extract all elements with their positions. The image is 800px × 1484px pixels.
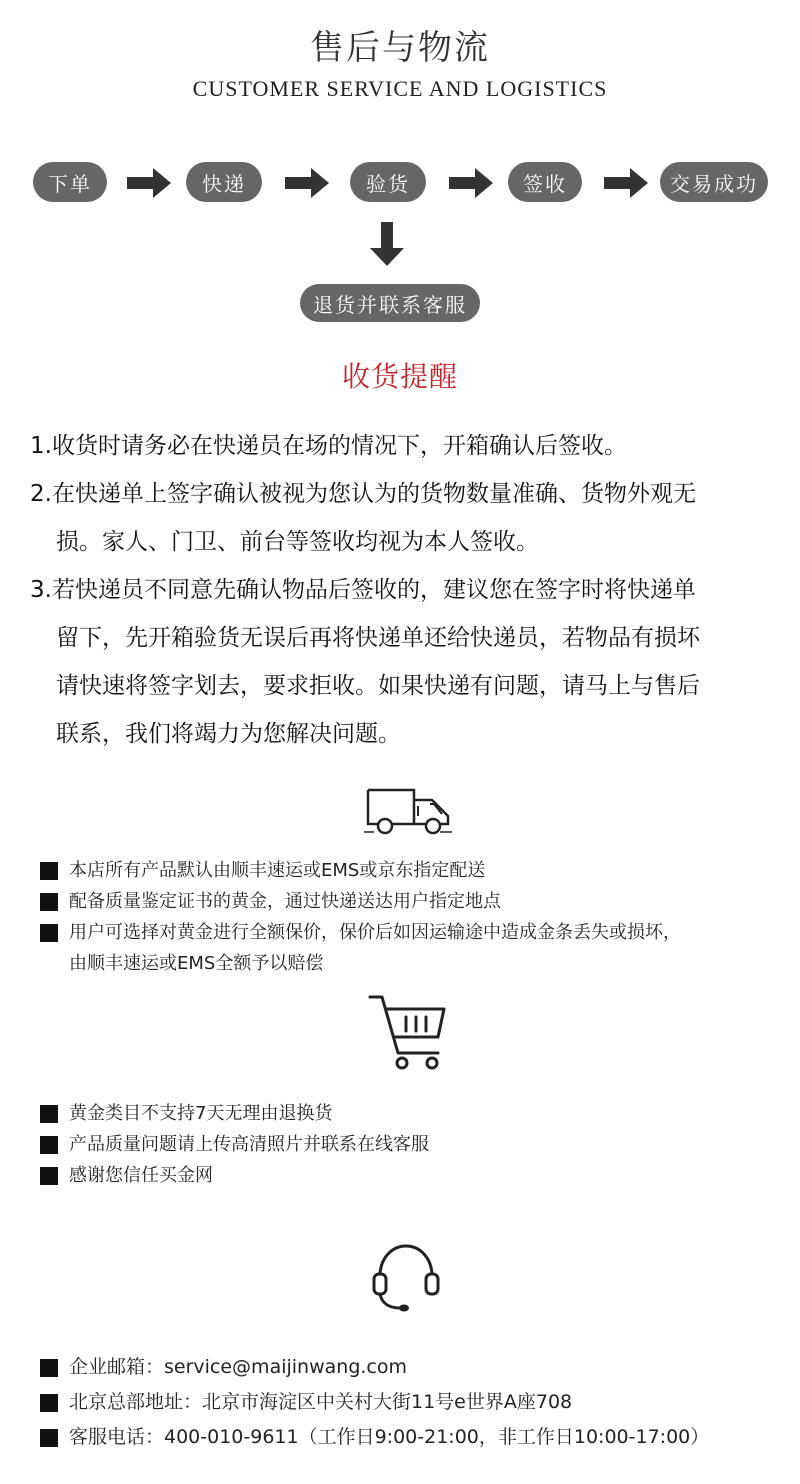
flow-step-return: 退货并联系客服 xyxy=(300,284,480,322)
list-item: 本店所有产品默认由顺丰速运或EMS或京东指定配送 xyxy=(40,855,780,886)
reminder-rule-2: 2.在快递单上签字确认被视为您认为的货物数量准确、货物外观无 损。家人、门卫、前台等签收均视为本人签收。 xyxy=(30,481,696,555)
bullet-square-icon xyxy=(40,1394,58,1412)
reminder-rule-3: 3.若快递员不同意先确认物品后签收的，建议您在签字时将快递单 留下，先开箱验货无误后再将快递单还给快递员，若物品有损坏 请快速将签字划去，要求拒收。如果快递有问题，请马上与售后 联系，我们将竭力为您解决问题。 xyxy=(30,577,700,747)
contact-address: 北京总部地址：北京市海淀区中关村大街11号e世界A座708 xyxy=(40,1385,780,1420)
bullet-square-icon xyxy=(40,862,58,880)
bullet-square-icon xyxy=(40,1105,58,1123)
arrow-down-icon xyxy=(370,222,404,266)
bullet-square-icon xyxy=(40,1359,58,1377)
bullet-square-icon xyxy=(40,1429,58,1447)
page-title: 售后与物流 xyxy=(310,28,490,68)
list-item: 黄金类目不支持7天无理由退换货 xyxy=(40,1098,780,1129)
returns-list xyxy=(40,1098,780,1191)
list-item: 用户可选择对黄金进行全额保价，保价后如因运输途中造成金条丢失或损坏， 由顺丰速运或EMS全额予以赔偿 xyxy=(40,917,780,979)
arrow-right-icon xyxy=(285,168,329,198)
bullet-square-icon xyxy=(40,1167,58,1185)
arrow-right-icon xyxy=(604,168,648,198)
list-item: 产品质量问题请上传高清照片并联系在线客服 xyxy=(40,1129,780,1160)
bullet-square-icon xyxy=(40,924,58,942)
bullet-square-icon xyxy=(40,1136,58,1154)
page-subtitle: CUSTOMER SERVICE AND LOGISTICS xyxy=(192,76,608,101)
flow-step-inspect: 验货 xyxy=(350,162,426,202)
truck-icon xyxy=(364,786,452,836)
flow-step-order: 下单 xyxy=(33,162,107,202)
reminder-title: 收货提醒 xyxy=(341,360,458,393)
reminder-rule-1: 1.收货时请务必在快递员在场的情况下，开箱确认后签收。 xyxy=(30,433,627,459)
arrow-right-icon xyxy=(127,168,171,198)
contact-phone: 客服电话：400-010-9611（工作日9:00-21:00，非工作日10:00-17:00） xyxy=(40,1420,780,1455)
headset-icon xyxy=(368,1238,444,1314)
bullet-square-icon xyxy=(40,893,58,911)
flow-step-sign: 签收 xyxy=(508,162,582,202)
arrow-right-icon xyxy=(449,168,493,198)
contact-list xyxy=(40,1350,780,1455)
flow-step-complete: 交易成功 xyxy=(660,162,768,202)
list-item: 感谢您信任买金网 xyxy=(40,1160,780,1191)
contact-email: 企业邮箱：service@maijinwang.com xyxy=(40,1350,780,1385)
shopping-cart-icon xyxy=(368,993,448,1071)
flow-step-express: 快递 xyxy=(186,162,262,202)
list-item: 配备质量鉴定证书的黄金，通过快递送达用户指定地点 xyxy=(40,886,780,917)
logistics-list xyxy=(40,855,780,979)
